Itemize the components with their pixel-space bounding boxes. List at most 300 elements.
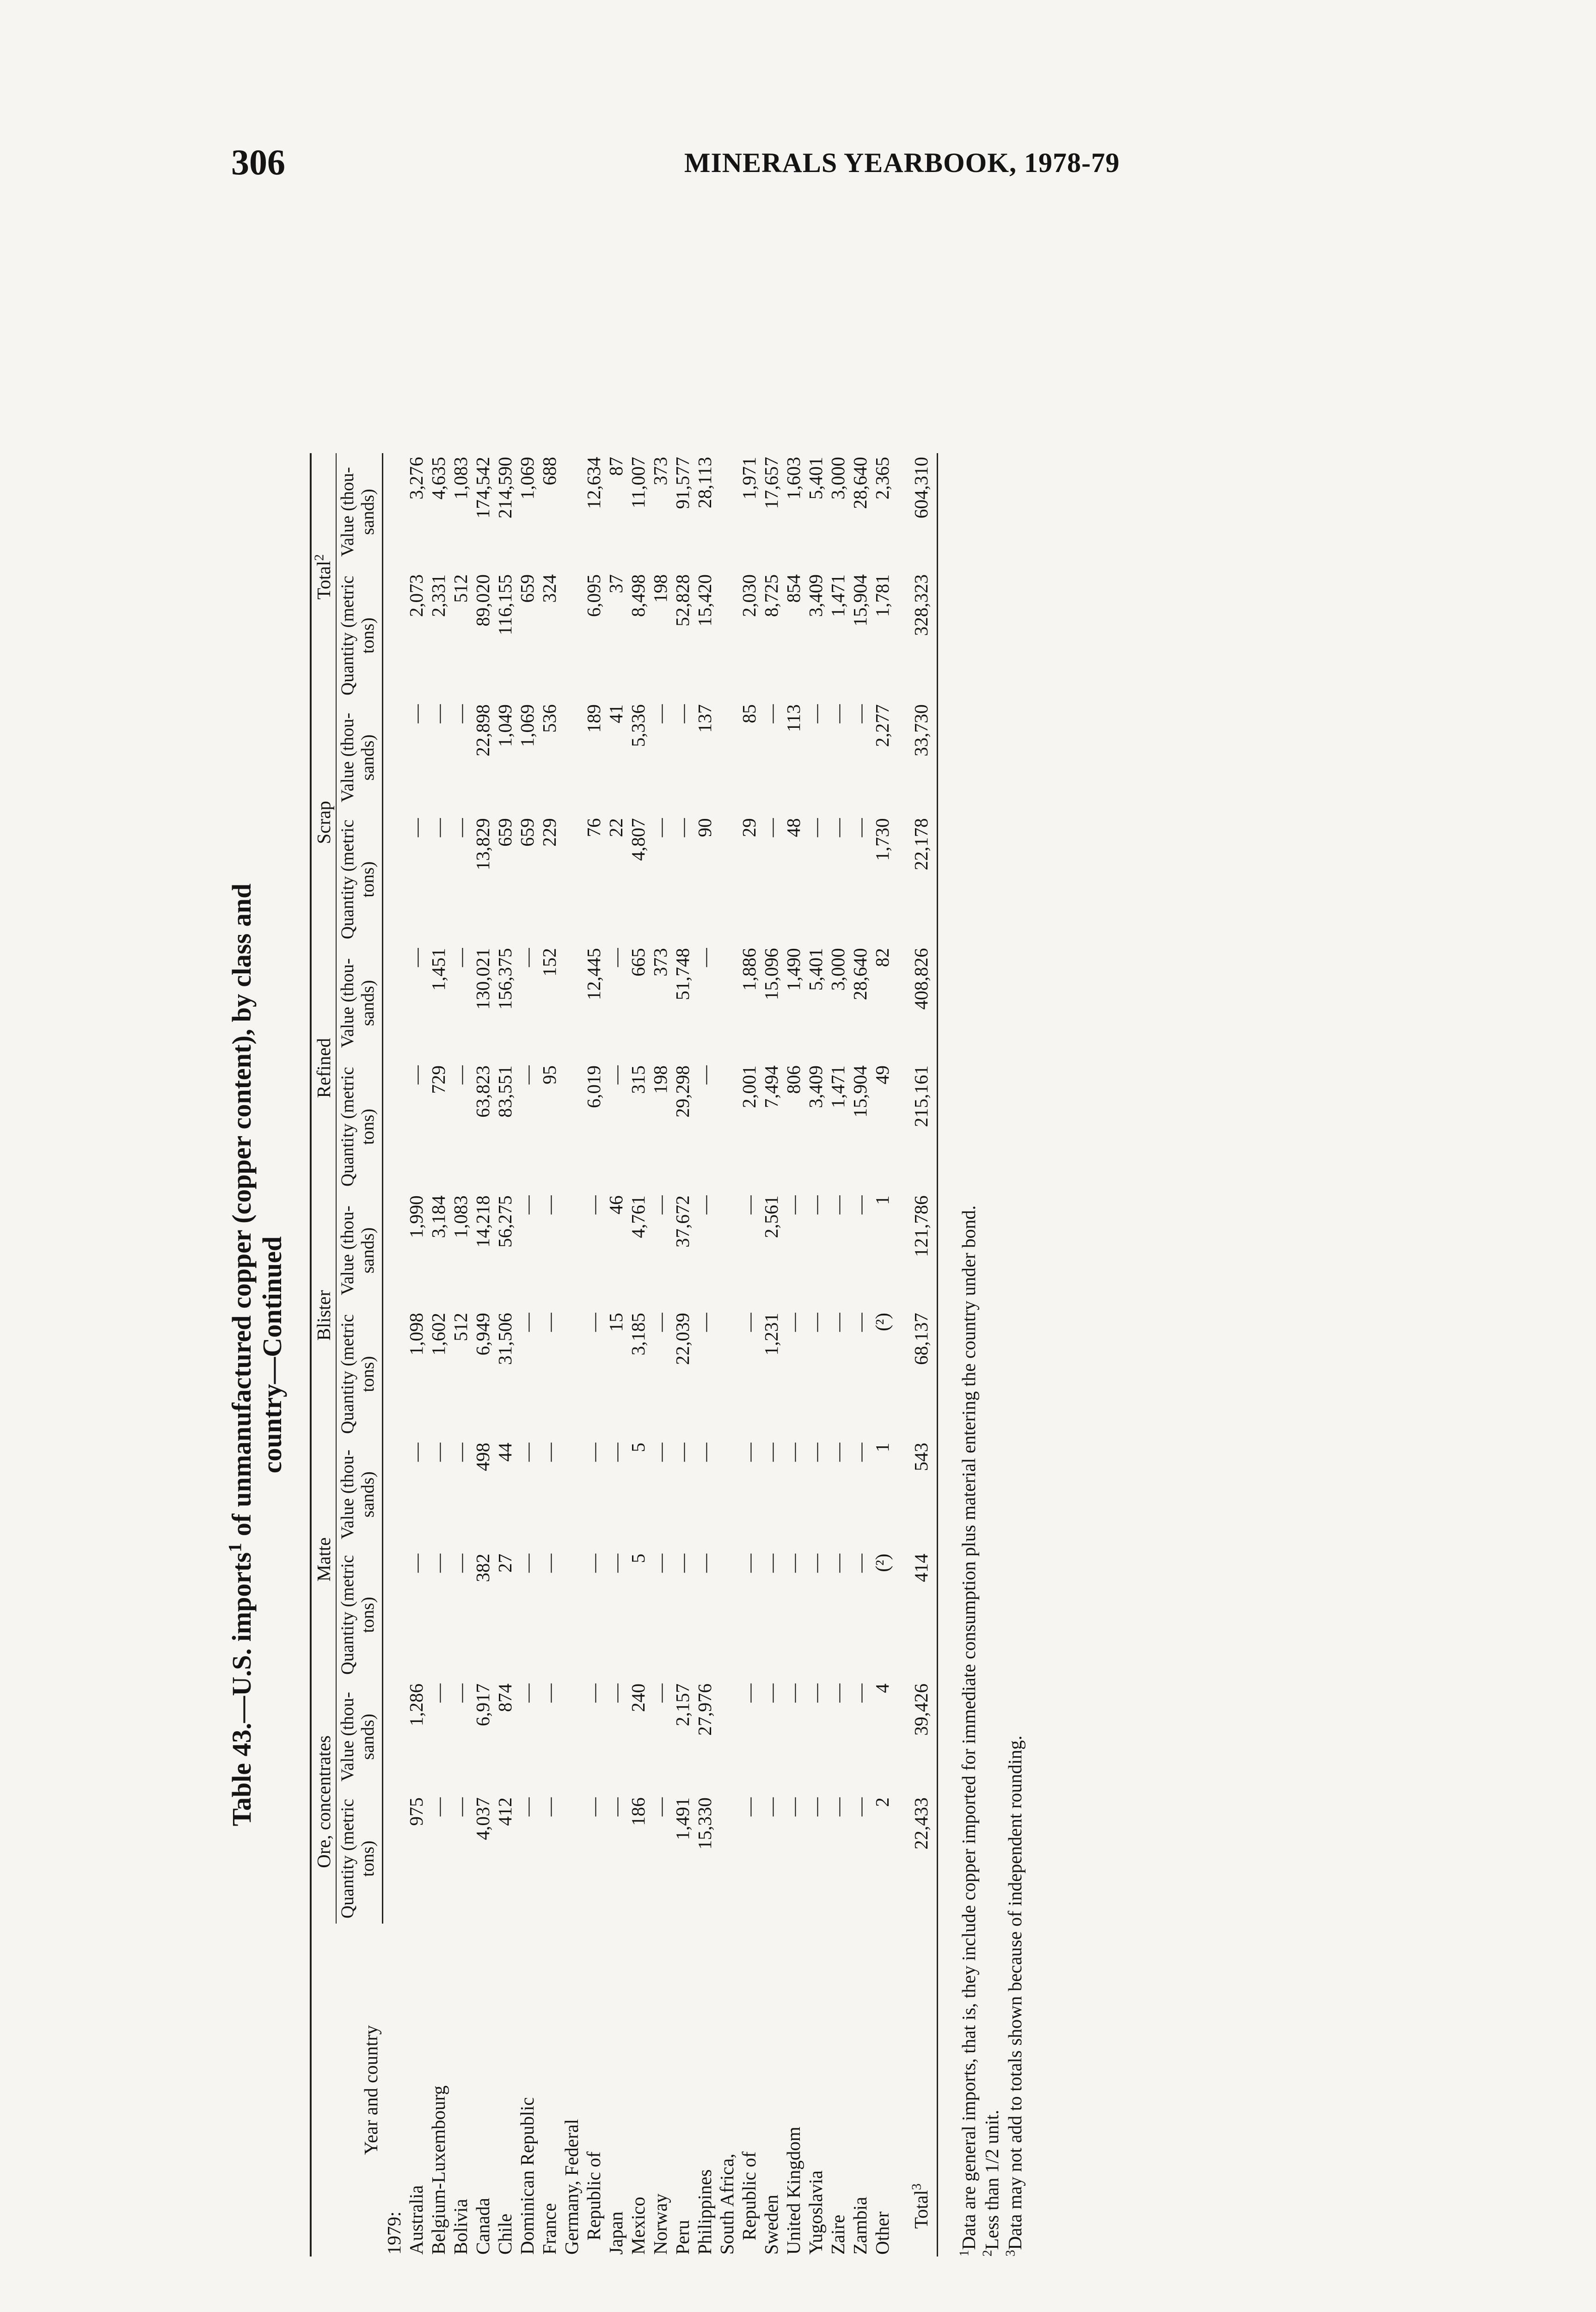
cell-value: — — [538, 1195, 560, 1215]
cell-value: — — [427, 1797, 449, 1817]
table-row — [627, 453, 649, 2257]
cell-value: — — [760, 818, 782, 837]
cell-value: — — [760, 1683, 782, 1703]
table-row — [827, 453, 849, 2257]
group-header-row — [311, 453, 336, 2257]
cell-value: 22,039 — [671, 1313, 693, 1365]
cell-value — [560, 1309, 583, 1439]
cell-value: — — [782, 1195, 804, 1215]
cell-value: 5,401 — [804, 457, 826, 500]
cell-value: 46 — [605, 1195, 626, 1215]
country-name: Republic of — [738, 2151, 760, 2255]
cell-value: — — [538, 1443, 560, 1462]
empty-cell — [383, 1439, 405, 1550]
cell-value: 4 — [871, 1683, 893, 1693]
cell-value — [716, 1550, 738, 1680]
cell-value: — — [649, 818, 671, 837]
country-name: United Kingdom — [782, 2127, 804, 2255]
table-row — [694, 453, 716, 2257]
country-name: Japan — [605, 2211, 626, 2255]
total-value: 414 — [893, 1550, 938, 1680]
cell-value: 31,506 — [494, 1313, 516, 1365]
cell-value: 4,037 — [472, 1797, 493, 1840]
country-name: Belgium-Luxembourg — [427, 2085, 449, 2255]
cell-value: 51,748 — [671, 948, 693, 1001]
quantity-header: Quantity (metric tons) — [336, 571, 383, 701]
cell-value: 324 — [538, 574, 560, 603]
footnote-2 — [980, 1205, 1003, 2257]
cell-value: 659 — [516, 574, 538, 603]
cell-value: — — [782, 1683, 804, 1703]
cell-value: 15,904 — [849, 574, 871, 627]
cell-value: — — [649, 1195, 671, 1215]
footnote-2-ref: 2 — [980, 2250, 995, 2257]
group-header-total — [311, 453, 336, 701]
cell-value: 11,007 — [627, 457, 649, 509]
cell-value — [716, 1439, 738, 1550]
cell-value: — — [427, 1553, 449, 1573]
cell-value: — — [427, 818, 449, 837]
empty-cell — [383, 1550, 405, 1680]
total-value: 68,137 — [893, 1309, 938, 1439]
cell-value: — — [449, 818, 471, 837]
total-label — [893, 1924, 938, 2257]
cell-value: 15,420 — [694, 574, 715, 627]
cell-value: 52,828 — [671, 574, 693, 627]
cell-value: 37,672 — [671, 1195, 693, 1248]
total-row — [893, 453, 938, 2257]
footnote-1-text: Data are general imports, that is, they include copper imported for immediate consumption plus material entering the country under bond. — [958, 1205, 979, 2250]
cell-value: — — [694, 1195, 715, 1215]
cell-value: 2,001 — [738, 1065, 760, 1108]
country-name: Australia — [405, 2185, 427, 2255]
cell-value: 2,073 — [405, 574, 427, 617]
cell-value: 29 — [738, 818, 760, 837]
cell-value: 3,276 — [405, 457, 427, 500]
cell-value: — — [405, 1553, 427, 1573]
table-row — [560, 453, 583, 2257]
cell-value: 874 — [494, 1683, 516, 1712]
empty-cell — [383, 944, 405, 1062]
cell-value: 3,185 — [627, 1313, 649, 1356]
quantity-header: Quantity (metric tons) — [336, 1309, 383, 1439]
cell-value: — — [849, 818, 871, 837]
cell-value: 87 — [605, 457, 626, 476]
cell-value: — — [649, 1553, 671, 1573]
rotated-table-block — [217, 240, 1142, 2257]
table-body — [383, 453, 938, 2257]
cell-value: — — [849, 1195, 871, 1215]
total-value: 408,826 — [893, 944, 938, 1062]
country-name: Germany, Federal — [560, 2119, 582, 2255]
cell-value: — — [516, 1065, 538, 1085]
cell-value: — — [649, 704, 671, 724]
group-header-total-label: Total — [313, 560, 334, 600]
cell-value: — — [760, 1443, 782, 1462]
cell-value: 27,976 — [694, 1683, 715, 1736]
cell-value: 3,409 — [804, 574, 826, 617]
cell-value: 56,275 — [494, 1195, 516, 1248]
cell-value: 22,898 — [472, 704, 493, 756]
cell-value: 659 — [516, 818, 538, 847]
total-value: 22,433 — [893, 1794, 938, 1924]
cell-value: — — [738, 1797, 760, 1817]
cell-value: — — [738, 1195, 760, 1215]
cell-value: — — [738, 1683, 760, 1703]
cell-value: 174,542 — [472, 457, 493, 519]
cell-value: 2,030 — [738, 574, 760, 617]
cell-value: 6,095 — [583, 574, 604, 617]
cell-value: — — [827, 704, 848, 724]
cell-value: 975 — [405, 1797, 427, 1826]
total-value: 39,426 — [893, 1680, 938, 1794]
quantity-header: Quantity (metric tons) — [336, 814, 383, 944]
cell-value: 89,020 — [472, 574, 493, 627]
cell-value: — — [827, 1683, 848, 1703]
cell-value: — — [605, 1553, 626, 1573]
cell-value: — — [782, 1797, 804, 1817]
cell-value: 6,949 — [472, 1313, 493, 1356]
table-row — [782, 453, 804, 2257]
cell-value: 12,445 — [583, 948, 604, 1001]
group-header-matte: Matte — [311, 1439, 336, 1680]
country-name: Bolivia — [449, 2199, 471, 2255]
cell-value: — — [649, 1313, 671, 1332]
country-name: Philippines — [694, 2169, 715, 2255]
cell-value: — — [849, 704, 871, 724]
cell-value: — — [583, 1683, 604, 1703]
empty-cell — [383, 701, 405, 814]
cell-value: — — [827, 1553, 848, 1573]
cell-value: — — [738, 1443, 760, 1462]
cell-value — [716, 1794, 738, 1924]
cell-value: — — [671, 704, 693, 724]
cell-value: 688 — [538, 457, 560, 486]
total-value: 215,161 — [893, 1062, 938, 1192]
running-title: MINERALS YEARBOOK, 1978-79 — [684, 148, 1120, 178]
cell-value: 1,083 — [449, 1195, 471, 1238]
year-label: 1979: — [383, 2211, 405, 2255]
group-header-refined: Refined — [311, 944, 336, 1192]
cell-value: — — [516, 1797, 538, 1817]
cell-value: — — [449, 948, 471, 967]
cell-value: 373 — [649, 948, 671, 977]
cell-value: — — [671, 1553, 693, 1573]
value-header: Value (thou- sands) — [336, 1439, 383, 1550]
cell-value: — — [538, 1683, 560, 1703]
country-name: France — [538, 2203, 560, 2255]
cell-value: 2,277 — [871, 704, 893, 747]
cell-value: — — [427, 1683, 449, 1703]
cell-value: 229 — [538, 818, 560, 847]
table-row — [671, 453, 694, 2257]
cell-value: — — [782, 1313, 804, 1332]
cell-value: — — [449, 1553, 471, 1573]
cell-value: 27 — [494, 1553, 516, 1573]
cell-value: 130,021 — [472, 948, 493, 1010]
total-value: 121,786 — [893, 1192, 938, 1309]
cell-value: — — [804, 1313, 826, 1332]
empty-cell — [383, 571, 405, 701]
cell-value: — — [849, 1313, 871, 1332]
cell-value: 1,781 — [871, 574, 893, 617]
cell-value: 4,635 — [427, 457, 449, 500]
cell-value: — — [449, 1683, 471, 1703]
cell-value: 806 — [782, 1065, 804, 1094]
year-row — [383, 453, 405, 2257]
cell-value: 1,471 — [827, 1065, 848, 1108]
cell-value: — — [605, 1797, 626, 1817]
country-name: Chile — [494, 2214, 516, 2255]
cell-value: 659 — [494, 818, 516, 847]
cell-value: — — [649, 1797, 671, 1817]
cell-value: — — [760, 1797, 782, 1817]
cell-value: — — [427, 704, 449, 724]
table-title — [224, 453, 288, 2257]
cell-value: 15 — [605, 1313, 626, 1332]
country-name: Peru — [671, 2220, 693, 2255]
cell-value: 8,725 — [760, 574, 782, 617]
cell-value: (²) — [871, 1553, 893, 1572]
cell-value: — — [671, 1443, 693, 1462]
cell-value: 37 — [605, 574, 626, 593]
value-header: Value (thou- sands) — [336, 453, 383, 571]
cell-value: — — [605, 1065, 626, 1085]
cell-value: — — [804, 1443, 826, 1462]
cell-value: 95 — [538, 1065, 560, 1085]
cell-value: 5,401 — [804, 948, 826, 991]
cell-value: 1,730 — [871, 818, 893, 861]
cell-value: — — [516, 1443, 538, 1462]
cell-value: — — [449, 704, 471, 724]
cell-value: 1,231 — [760, 1313, 782, 1356]
cell-value: 113 — [782, 704, 804, 732]
cell-value: — — [694, 1443, 715, 1462]
cell-value: 15,096 — [760, 948, 782, 1001]
cell-value: — — [516, 1313, 538, 1332]
year-country-header: Year and country — [360, 2025, 381, 2155]
empty-cell — [383, 1309, 405, 1439]
cell-value: — — [649, 1443, 671, 1462]
country-name: Zaire — [827, 2214, 848, 2255]
cell-value: 14,218 — [472, 1195, 493, 1248]
cell-value: — — [605, 1683, 626, 1703]
table-row — [760, 453, 782, 2257]
cell-value: 83,551 — [494, 1065, 516, 1118]
total-footnote-ref: 2 — [312, 554, 327, 561]
cell-value: — — [583, 1797, 604, 1817]
table-row — [716, 453, 738, 2257]
quantity-header: Quantity (metric tons) — [336, 1550, 383, 1680]
cell-value — [560, 1192, 583, 1309]
cell-value: 156,375 — [494, 948, 516, 1010]
page-number: 306 — [231, 142, 285, 182]
cell-value: 382 — [472, 1553, 493, 1582]
empty-cell — [383, 1794, 405, 1924]
cell-value: 512 — [449, 574, 471, 603]
cell-value: 854 — [782, 574, 804, 603]
cell-value: 12,634 — [583, 457, 604, 509]
cell-value: — — [605, 1443, 626, 1462]
cell-value: — — [516, 1553, 538, 1573]
cell-value: 15,904 — [849, 1065, 871, 1118]
group-header-ore: Ore, concentrates — [311, 1680, 336, 1924]
cell-value: 1,451 — [427, 948, 449, 991]
cell-value: 3,000 — [827, 948, 848, 991]
cell-value: 15,330 — [694, 1797, 715, 1850]
cell-value — [560, 1062, 583, 1192]
country-name: Other — [871, 2211, 893, 2255]
cell-value: 91,577 — [671, 457, 693, 509]
table-row — [494, 453, 516, 2257]
cell-value: 1 — [871, 1195, 893, 1205]
cell-value: — — [827, 1195, 848, 1215]
cell-value: — — [694, 948, 715, 967]
country-name: Sweden — [760, 2195, 782, 2255]
value-header: Value (thou- sands) — [336, 701, 383, 814]
cell-value: — — [649, 1683, 671, 1703]
cell-value: 7,494 — [760, 1065, 782, 1108]
cell-value: 13,829 — [472, 818, 493, 871]
cell-value: — — [849, 1553, 871, 1573]
cell-value: — — [804, 1683, 826, 1703]
cell-value: 63,823 — [472, 1065, 493, 1118]
quantity-header: Quantity (metric tons) — [336, 1794, 383, 1924]
cell-value: — — [405, 1443, 427, 1462]
table-row — [649, 453, 671, 2257]
country-name: Norway — [649, 2193, 671, 2255]
cell-value: 2,561 — [760, 1195, 782, 1238]
table-row — [738, 453, 760, 2257]
cell-value: 6,019 — [583, 1065, 604, 1108]
cell-value: 2 — [871, 1797, 893, 1807]
table-row — [472, 453, 494, 2257]
cell-value: — — [760, 704, 782, 724]
empty-cell — [383, 1680, 405, 1794]
cell-value: — — [449, 1797, 471, 1817]
table-row — [538, 453, 560, 2257]
cell-value: — — [849, 1797, 871, 1817]
cell-value — [716, 1192, 738, 1309]
total-footnote-ref: 3 — [908, 2183, 924, 2190]
cell-value — [716, 1680, 738, 1794]
cell-value: 152 — [538, 948, 560, 977]
cell-value: 1,083 — [449, 457, 471, 500]
empty-cell — [383, 1192, 405, 1309]
value-header: Value (thou- sands) — [336, 1192, 383, 1309]
copper-imports-table — [310, 453, 938, 2257]
cell-value: — — [760, 1553, 782, 1573]
cell-value — [560, 701, 583, 814]
cell-value: — — [694, 1553, 715, 1573]
cell-value: — — [405, 948, 427, 967]
cell-value: — — [694, 1313, 715, 1332]
cell-value: 82 — [871, 948, 893, 967]
cell-value: — — [405, 1065, 427, 1085]
total-value: 33,730 — [893, 701, 938, 814]
cell-value: 4,761 — [627, 1195, 649, 1238]
cell-value: 28,113 — [694, 457, 715, 509]
cell-value: 1,471 — [827, 574, 848, 617]
cell-value — [560, 571, 583, 701]
cell-value: 90 — [694, 818, 715, 837]
table-row — [605, 453, 627, 2257]
cell-value: — — [694, 1065, 715, 1085]
country-name: Dominican Republic — [516, 2097, 538, 2255]
table-row — [405, 453, 427, 2257]
cell-value: 1,990 — [405, 1195, 427, 1238]
cell-value — [560, 1794, 583, 1924]
cell-value: — — [583, 1443, 604, 1462]
cell-value: 8,498 — [627, 574, 649, 617]
cell-value: — — [605, 948, 626, 967]
table-row — [449, 453, 472, 2257]
cell-value: — — [516, 948, 538, 967]
value-header: Value (thou- sands) — [336, 1680, 383, 1794]
footnote-2-text: Less than 1/2 unit. — [981, 2109, 1002, 2250]
cell-value: — — [449, 1065, 471, 1085]
cell-value: — — [583, 1553, 604, 1573]
cell-value: 5 — [627, 1443, 649, 1452]
cell-value: 1,490 — [782, 948, 804, 991]
cell-value: 498 — [472, 1443, 493, 1471]
footnote-3-text: Data may not add to totals shown because of independent rounding. — [1004, 1735, 1025, 2250]
table-row — [427, 453, 449, 2257]
total-value: 328,323 — [893, 571, 938, 701]
cell-value — [560, 453, 583, 571]
cell-value: — — [583, 1195, 604, 1215]
cell-value — [560, 814, 583, 944]
cell-value — [560, 1439, 583, 1550]
empty-cell — [383, 453, 405, 571]
cell-value: 512 — [449, 1313, 471, 1341]
cell-value: 198 — [649, 574, 671, 603]
table-row — [583, 453, 605, 2257]
cell-value: — — [583, 1313, 604, 1332]
value-header: Value (thou- sands) — [336, 944, 383, 1062]
title-footnote-ref: 1 — [224, 1543, 246, 1552]
cell-value: 1,098 — [405, 1313, 427, 1356]
cell-value: — — [538, 1553, 560, 1573]
title-line1: Table 43.—U.S. imports — [227, 1552, 257, 1826]
cell-value: — — [827, 1797, 848, 1817]
cell-value: 1,971 — [738, 457, 760, 500]
cell-value: 1,602 — [427, 1313, 449, 1356]
cell-value: 85 — [738, 704, 760, 724]
cell-value: 137 — [694, 704, 715, 733]
cell-value: — — [849, 1683, 871, 1703]
table-row — [871, 453, 893, 2257]
cell-value: 2,157 — [671, 1683, 693, 1727]
table-row — [804, 453, 827, 2257]
cell-value: 44 — [494, 1443, 516, 1462]
cell-value: 2,365 — [871, 457, 893, 500]
country-name: Yugoslavia — [804, 2170, 826, 2255]
cell-value: 214,590 — [494, 457, 516, 519]
cell-value: 729 — [427, 1065, 449, 1094]
total-value: 22,178 — [893, 814, 938, 944]
cell-value: 76 — [583, 818, 604, 837]
cell-value: 3,184 — [427, 1195, 449, 1238]
cell-value: — — [827, 1313, 848, 1332]
cell-value: 2,331 — [427, 574, 449, 617]
cell-value: 1,603 — [782, 457, 804, 500]
group-header-blister: Blister — [311, 1192, 336, 1439]
title-line1-rest: of unmanufactured copper (copper content), by class and — [227, 883, 257, 1543]
group-header-scrap: Scrap — [311, 701, 336, 944]
cell-value — [716, 944, 738, 1062]
quantity-header: Quantity (metric tons) — [336, 1062, 383, 1192]
